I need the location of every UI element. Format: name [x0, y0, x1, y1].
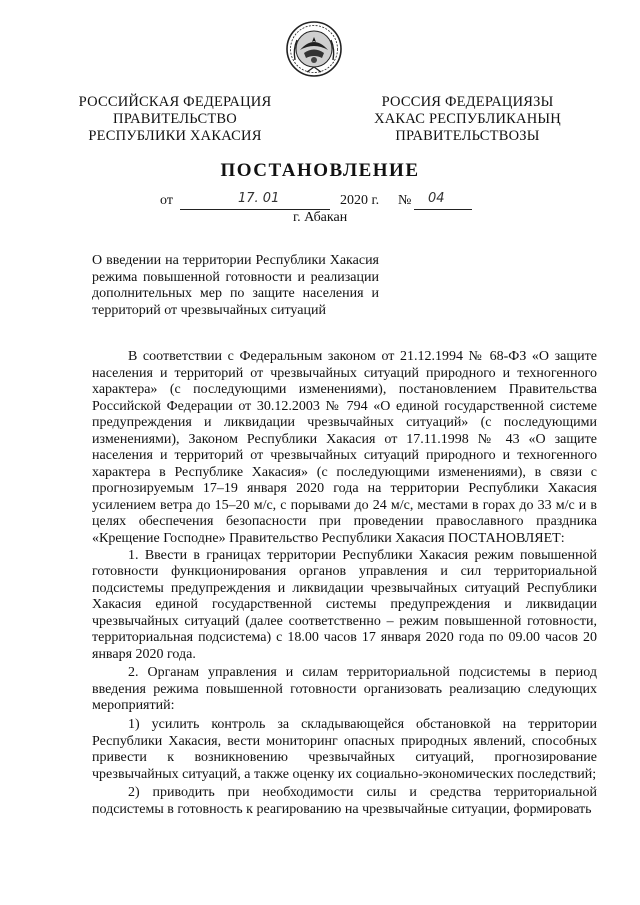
header-right-block	[365, 94, 570, 145]
header-right-line-3: ПРАВИТЕЛЬСТВОЗЫ	[395, 128, 540, 144]
document-title: ПОСТАНОВЛЕНИЕ	[220, 160, 420, 181]
paragraph-2: 2. Органам управления и силам территориальной подсистемы в период введения режима повышенной готовности организовать реализацию следующих мероприятий:	[92, 665, 597, 714]
paragraph-1: 1. Ввести в границах территории Республики Хакасия режим повышенной готовности функционирования органов управления и сил территориальной подсистемы предупреждения и ликвидации чрезвычайных ситуаций Республики Хакасия единой государственной системы предупреждения и ликвидации чрезвычайных ситуаций (далее соответственно – режим повышенной готовности, территориальная подсистема) с 18.00 часов 17 января 2020 года по 09.00 часов 20 января 2020 года.	[92, 547, 597, 662]
number-handwritten: 04	[428, 191, 445, 206]
date-handwritten: 17. 01	[238, 191, 280, 206]
paragraph-2-1: 1) усилить контроль за складывающейся обстановкой на территории Республики Хакасия, вести мониторинг опасных природных явлений, способных привести к возникновению чрезвычайных ситуаций, прогнозирование чрезвычайных ситуаций, а также оценку их социально-экономических последствий;	[92, 717, 597, 782]
paragraph-2-2: 2) приводить при необходимости силы и средства территориальной подсистемы в готовность к реагированию на чрезвычайные ситуации, формировать	[92, 785, 597, 817]
number-sign: №	[398, 193, 412, 208]
date-prefix: от	[160, 193, 173, 208]
header-right-line-1: РОССИЯ ФЕДЕРАЦИЯЗЫ	[381, 94, 554, 110]
city-label: г. Абакан	[293, 210, 348, 225]
number-underline	[414, 209, 472, 210]
year-label: 2020 г.	[340, 193, 380, 208]
paragraph-preamble: В соответствии с Федеральным законом от 21.12.1994 № 68-ФЗ «О защите населения и территорий от чрезвычайных ситуаций природного и техногенного характера» (с последующими изменениями), постановлением Правительства Российской Федерации от 30.12.2003 № 794 «О единой государственной системе предупреждения и ликвидации чрезвычайных ситуаций» (с последующими изменениями), Законом Республики Хакасия от 17.11.1998 № 43 «О защите населения и территорий от чрезвычайных ситуаций природного и техногенного характера в Республике Хакасия» (с последующими изменениями), в связи с прогнозируемым 17–19 января 2020 года на территории Республики Хакасия усилением ветра до 15–20 м/с, с порывами до 24 м/с, местами в горах до 33 м/с и в целях обеспечения безопасности при проведении православного праздника «Крещение Господне» Правительство Республики Хакасия ПОСТАНОВЛЯЕТ:	[92, 349, 597, 547]
header-left-line-1: РОССИЙСКАЯ ФЕДЕРАЦИЯ	[78, 94, 272, 110]
header-right-line-2: ХАКАС РЕСПУБЛИКАНЫҢ	[374, 111, 561, 127]
coat-of-arms-icon	[285, 20, 343, 78]
header-left-line-3: РЕСПУБЛИКИ ХАКАСИЯ	[88, 128, 262, 144]
document-subject: О введении на территории Республики Хакасия режима повышенной готовности и реализации дополнительных мер по защите населения и территорий от чрезвычайных ситуаций	[92, 253, 379, 318]
header-left-block	[70, 94, 280, 145]
header-left-line-2: ПРАВИТЕЛЬСТВО	[113, 111, 237, 127]
document-body	[92, 349, 597, 818]
